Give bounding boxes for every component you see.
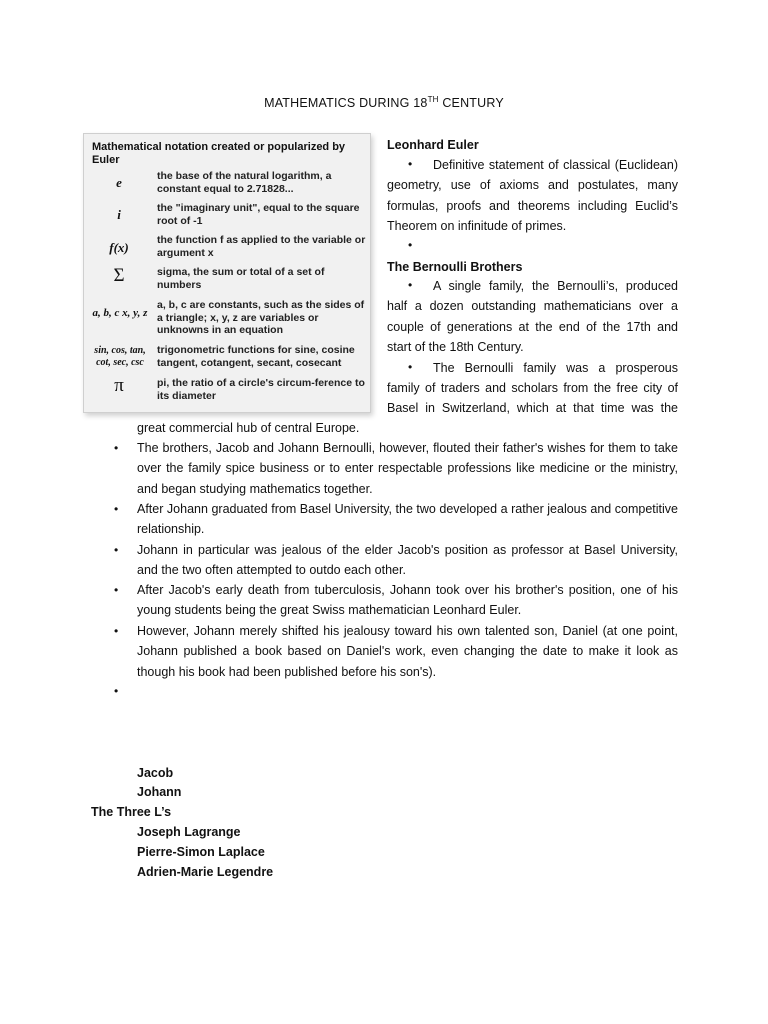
notation-symbol: e <box>116 175 122 190</box>
bernoulli-bullet2-line: The Bernoulli family was a prosperous <box>433 361 678 375</box>
bernoulli-list-item: Johann in particular was jealous of the elder Jacob's position as professor at Basel University, and the two often attempted to outdo each other. <box>137 543 678 578</box>
bernoulli-list-item: After Johann graduated from Basel University, the two developed a rather jealous and competitive relationship. <box>137 502 678 537</box>
title-text: MATHEMATICS DURING 18 <box>264 96 428 110</box>
bernoulli-bullet2-line: family of traders and scholars from the free city of <box>387 381 678 395</box>
bullet: • <box>114 624 119 638</box>
bullet: • <box>114 583 119 597</box>
notation-symbol: i <box>117 207 121 222</box>
notation-figure <box>83 133 371 413</box>
notation-description: pi, the ratio of a circle's circum-ference to its diameter <box>157 377 365 402</box>
page-title <box>0 95 768 110</box>
notation-description: the function f as applied to the variable or argument x <box>157 234 366 259</box>
bernoulli-list-item: After Jacob's early death from tuberculosis, Johann took over his brother's position, one of his young students being the great Swiss mathematician Leonhard Euler. <box>137 583 678 618</box>
bernoulli-bullet2-line: great commercial hub of central Europe. <box>137 421 360 435</box>
bernoulli-bullet2-line: Basel in Switzerland, which at that time was the <box>387 401 678 415</box>
bernoulli-list-item: The brothers, Jacob and Johann Bernoulli, however, flouted their father's wishes for them to take over the family spice business or to enter respectable professions like medicine or the ministry, and began studying mathematics together. <box>137 441 678 496</box>
name-jacob: Jacob <box>137 766 174 780</box>
notation-symbol: f(x) <box>109 240 129 255</box>
bernoulli-list-item: However, Johann merely shifted his jealousy toward his own talented son, Daniel (at one point, Johann published a book based on Daniel's work, even changing the date to make it look as though his book had been published before his son's). <box>137 624 678 679</box>
name-laplace: Pierre-Simon Laplace <box>137 845 265 859</box>
name-lagrange: Joseph Lagrange <box>137 825 241 839</box>
empty-bullet: • <box>114 684 119 698</box>
euler-bullet-text: Definitive statement of classical (Euclidean) geometry, use of axioms and postulates, many formulas, proofs and theorems including Euclid’s Theorem on infinitude of primes. <box>387 158 678 233</box>
bernoulli-bullet-text: A single family, the Bernoulli’s, produced half a dozen outstanding mathematicians over a couple of generations at the end of the 17th and start of the 18th Century. <box>387 279 678 354</box>
three-ls-heading: The Three L’s <box>91 805 172 819</box>
notation-description: the "imaginary unit", equal to the square root of -1 <box>157 202 360 227</box>
notation-description: a, b, c are constants, such as the sides of a triangle; x, y, z are variables or unknowns in an equation <box>157 299 365 336</box>
bullet: • <box>408 360 413 374</box>
bullet: • <box>114 502 119 516</box>
notation-description: the base of the natural logarithm, a constant equal to 2.71828... <box>157 170 332 195</box>
notation-symbol: a, b, c x, y, z <box>92 307 148 319</box>
notation-symbol: sin, cos, tan, cot, sec, csc <box>94 345 146 368</box>
pi-symbol: π <box>114 375 124 396</box>
title-superscript: TH <box>427 95 439 104</box>
title-text-end: CENTURY <box>438 96 504 110</box>
name-johann: Johann <box>137 785 182 799</box>
euler-heading: Leonhard Euler <box>387 138 479 152</box>
figure-caption: Mathematical notation created or popularized by Euler <box>92 141 346 166</box>
empty-bullet: • <box>408 238 413 252</box>
notation-description: sigma, the sum or total of a set of numbers <box>157 266 325 291</box>
sigma-symbol: Σ <box>113 265 125 286</box>
bullet: • <box>114 441 119 455</box>
name-legendre: Adrien-Marie Legendre <box>137 865 274 879</box>
bullet: • <box>408 157 413 171</box>
bullet: • <box>114 543 119 557</box>
notation-description: trigonometric functions for sine, cosine tangent, cotangent, secant, cosecant <box>157 344 355 369</box>
bernoulli-heading: The Bernoulli Brothers <box>387 260 523 274</box>
bullet: • <box>408 278 413 292</box>
